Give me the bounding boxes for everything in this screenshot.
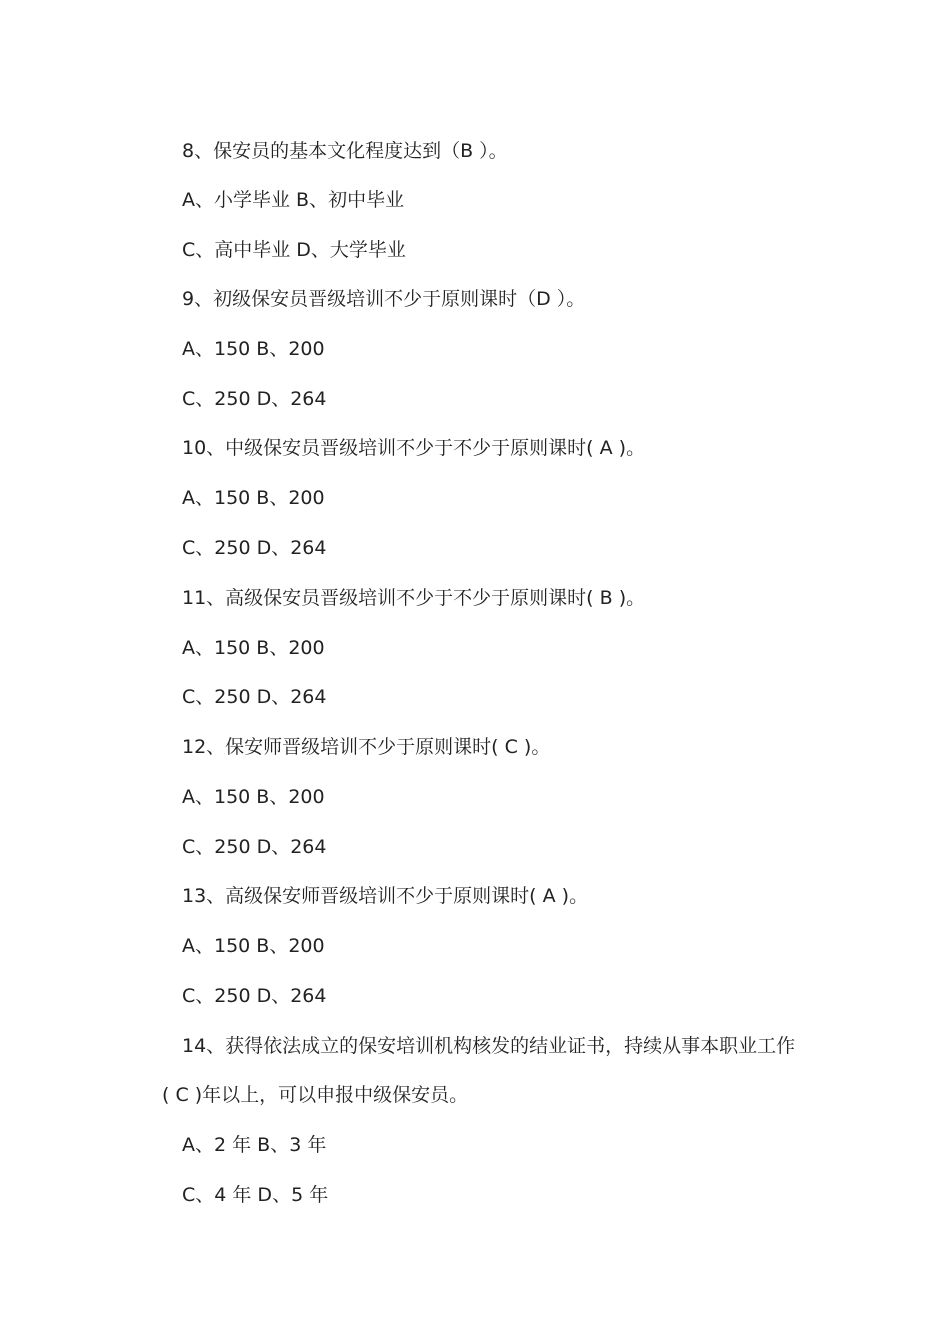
question-9-options-ab: A、150 B、200 xyxy=(182,338,325,360)
question-10-options-cd: C、250 D、264 xyxy=(182,537,327,559)
question-11-options-ab: A、150 B、200 xyxy=(182,637,325,659)
question-8: 8、保安员的基本文化程度达到（B ）。 xyxy=(182,140,508,162)
question-9: 9、初级保安员晋级培训不少于原则课时（D ）。 xyxy=(182,288,586,310)
question-11: 11、高级保安员晋级培训不少于不少于原则课时( B )。 xyxy=(182,587,646,609)
question-9-options-cd: C、250 D、264 xyxy=(182,388,327,410)
question-14: 14、获得依法成立的保安培训机构核发的结业证书，持续从事本职业工作 xyxy=(182,1035,796,1057)
question-12-options-ab: A、150 B、200 xyxy=(182,786,325,808)
question-12: 12、保安师晋级培训不少于原则课时( C )。 xyxy=(182,736,551,758)
question-14-options-ab: A、2 年 B、3 年 xyxy=(182,1134,327,1156)
question-10-options-ab: A、150 B、200 xyxy=(182,487,325,509)
question-13-options-ab: A、150 B、200 xyxy=(182,935,325,957)
question-8-options-ab: A、小学毕业 B、初中毕业 xyxy=(182,189,405,211)
question-13: 13、高级保安师晋级培训不少于原则课时( A )。 xyxy=(182,885,589,907)
question-14-continuation: ( C )年以上，可以申报中级保安员。 xyxy=(162,1084,469,1106)
question-14-options-cd: C、4 年 D、5 年 xyxy=(182,1184,329,1206)
question-8-options-cd: C、高中毕业 D、大学毕业 xyxy=(182,239,406,261)
question-10: 10、中级保安员晋级培训不少于不少于原则课时( A )。 xyxy=(182,437,646,459)
question-13-options-cd: C、250 D、264 xyxy=(182,985,327,1007)
question-12-options-cd: C、250 D、264 xyxy=(182,836,327,858)
question-11-options-cd: C、250 D、264 xyxy=(182,686,327,708)
